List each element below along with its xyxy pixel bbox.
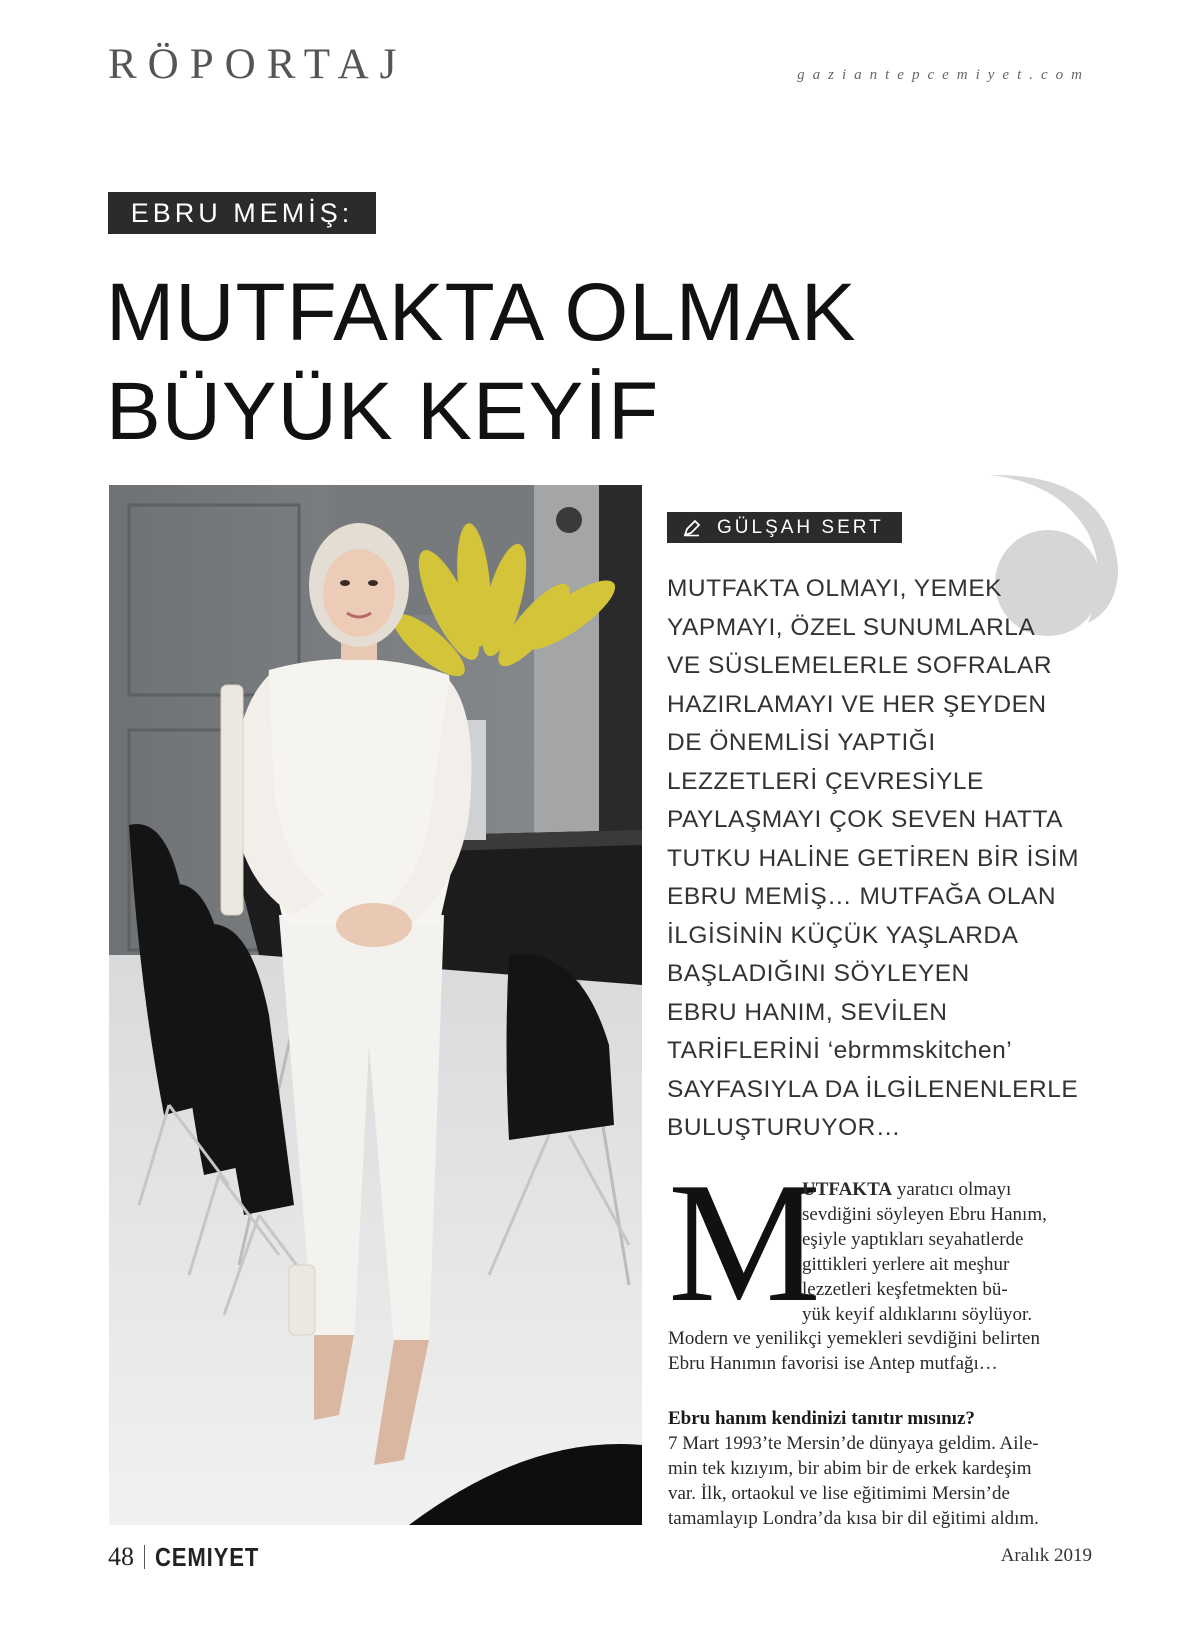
lead-line: MUTFAKTA OLMAYI, YEMEK: [667, 575, 1003, 602]
lead-line: EBRU MEMİŞ… MUTFAĞA OLAN: [667, 883, 1057, 910]
drop-cap: M: [668, 1148, 821, 1338]
issue-date: Aralık 2019: [1000, 1545, 1092, 1566]
headline-line: BÜYÜK KEYİF: [106, 366, 660, 457]
intro-first-rest: yaratıcı olmayı: [892, 1179, 1012, 1200]
intro-line: gittikleri yerlere ait meşhur: [802, 1253, 1010, 1275]
answer-line: tamamlayıp Londra’da kısa bir dil eğitimi aldım.: [668, 1507, 1039, 1529]
interviewee-kicker: EBRU MEMİŞ:: [108, 192, 376, 234]
intro-line: sevdiğini söyleyen Ebru Hanım,: [802, 1203, 1047, 1225]
intro-line: Ebru Hanımın favorisi ise Antep mutfağı…: [668, 1352, 998, 1374]
lead-line: BULUŞTURUYOR…: [667, 1114, 901, 1141]
footer-divider: [144, 1545, 145, 1569]
portrait-illustration: [109, 485, 642, 1525]
magazine-name: CEMIYET: [155, 1541, 260, 1572]
page-footer: [108, 1541, 278, 1573]
website-url: gaziantepcemiyet.com: [797, 67, 1090, 83]
lead-line: HAZIRLAMAYI VE HER ŞEYDEN: [667, 690, 1047, 718]
intro-line: eşiyle yaptıkları seyahatlerde: [802, 1228, 1024, 1250]
lead-line: TARİFLERİNİ ‘ebrmmskitchen’: [667, 1037, 1013, 1064]
lead-line: DE ÖNEMLİSİ YAPTIĞI: [667, 729, 936, 756]
intro-first-word: UTFAKTA: [802, 1179, 893, 1200]
lead-line: SAYFASIYLA DA İLGİLENENLERLE: [667, 1075, 1079, 1103]
lead-line: İLGİSİNİN KÜÇÜK YAŞLARDA: [667, 921, 1019, 949]
lead-line: EBRU HANIM, SEVİLEN: [667, 998, 948, 1026]
headline-line: MUTFAKTA OLMAK: [106, 267, 857, 358]
lead-line: TUTKU HALİNE GETİREN BİR İSİM: [667, 844, 1079, 872]
article-headline: [106, 263, 1006, 461]
lead-line: VE SÜSLEMELERLE SOFRALAR: [667, 652, 1053, 679]
author-byline: [667, 512, 902, 543]
section-title: RÖPORTAJ: [108, 41, 408, 88]
intro-line: lezzetleri keşfetmekten bü-: [802, 1278, 1008, 1300]
interview-answer: [668, 1432, 1039, 1532]
intro-line: Modern ve yenilikçi yemekleri sevdiğini belirten: [668, 1328, 1040, 1349]
pen-icon: [683, 519, 701, 537]
answer-line: var. İlk, ortaokul ve lise eğitimimi Mersin’de: [668, 1482, 1010, 1504]
interview-photo: [109, 485, 642, 1525]
intro-line: yük keyif aldıklarını söylüyor.: [802, 1303, 1033, 1325]
interview-question: Ebru hanım kendinizi tanıtır mısınız?: [668, 1408, 975, 1429]
intro-paragraph-continued: [668, 1327, 1040, 1377]
answer-line: 7 Mart 1993’te Mersin’de dünyaya geldim. Aile-: [668, 1433, 1039, 1454]
lead-line: LEZZETLERİ ÇEVRESİYLE: [667, 767, 984, 795]
lead-paragraph: [667, 570, 1097, 1148]
lead-line: BAŞLADIĞINI SÖYLEYEN: [667, 960, 970, 987]
intro-line: [802, 1178, 1047, 1203]
author-name: GÜLŞAH SERT: [717, 517, 884, 538]
answer-line: min tek kızıyım, bir abim bir de erkek kardeşim: [668, 1457, 1032, 1479]
lead-line: YAPMAYI, ÖZEL SUNUMLARLA: [667, 613, 1036, 641]
intro-paragraph: [802, 1178, 1047, 1327]
page-number: 48: [108, 1542, 134, 1571]
lead-line: PAYLAŞMAYI ÇOK SEVEN HATTA: [667, 806, 1064, 833]
